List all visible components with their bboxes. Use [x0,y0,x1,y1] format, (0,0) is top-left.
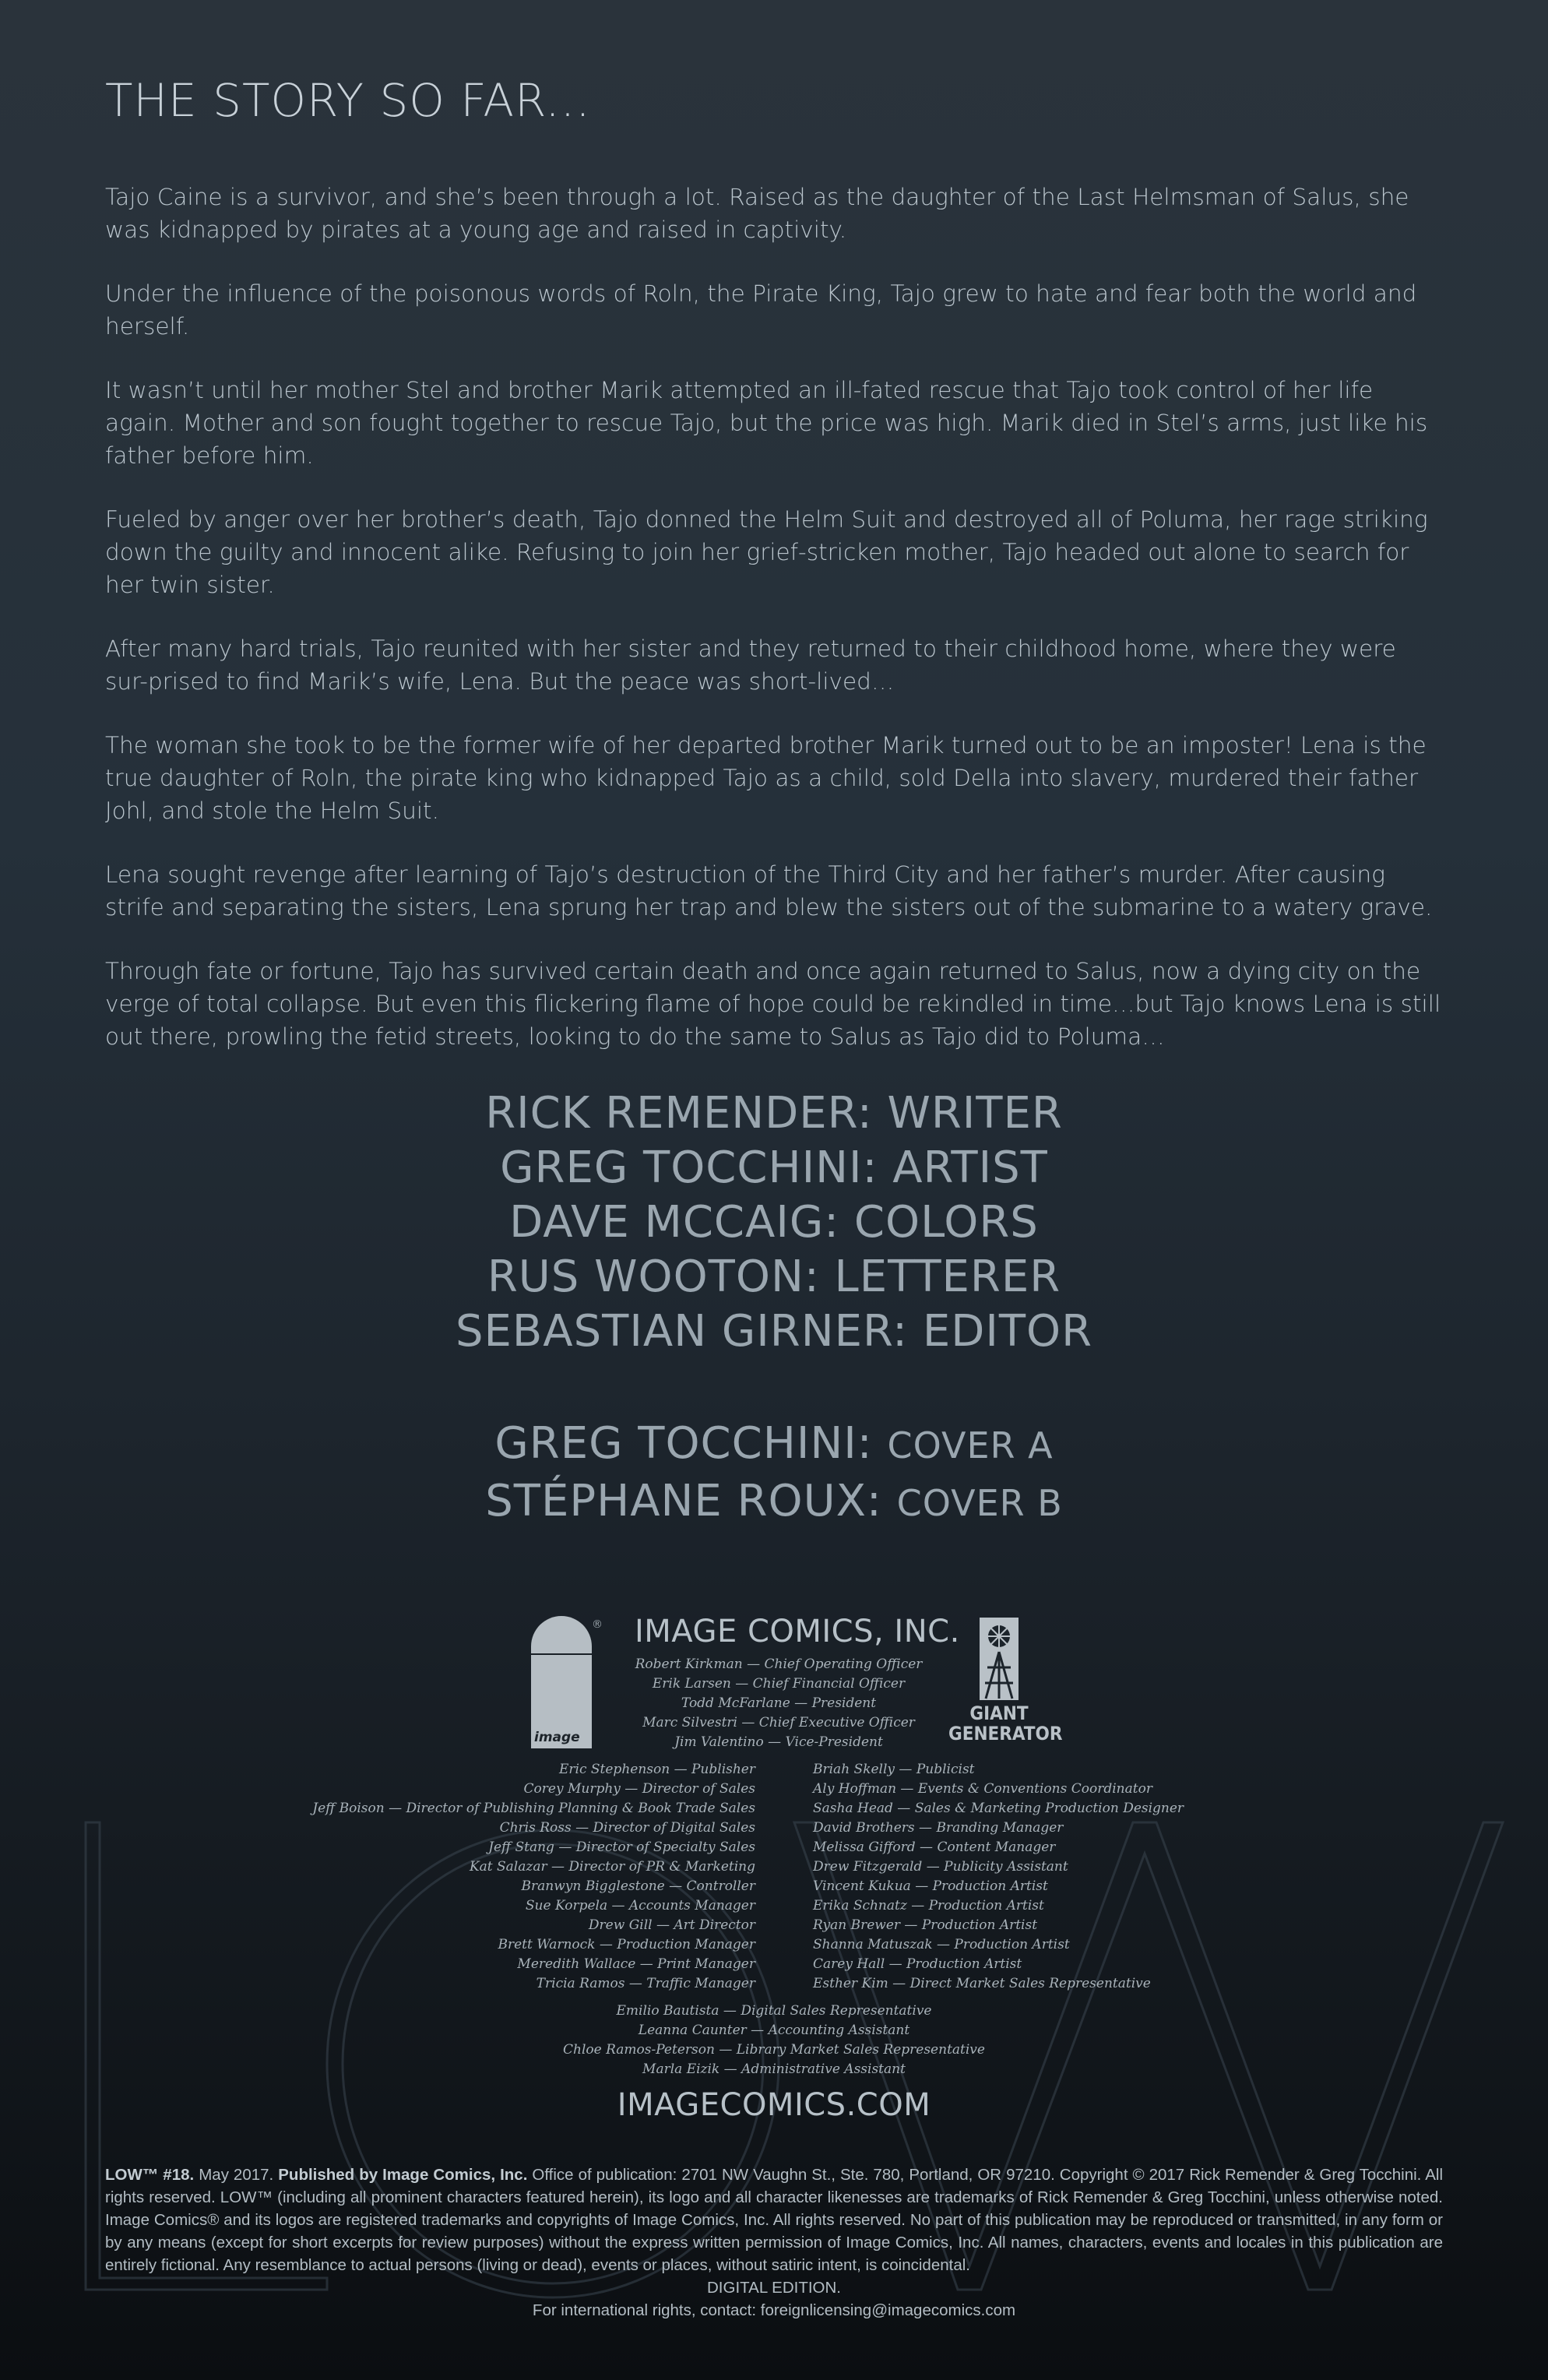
staff-list-left [234,1760,755,1994]
officer: Marc Silvestri — Chief Executive Officer [642,1715,915,1730]
story-paragraph: Tajo Caine is a survivor, and she’s been through a lot. Raised as the daughter of the Last Helmsman of Salus, she was kidnapped by pirates at a young age and raised in captivity. [105,184,1409,243]
image-comics-logo [531,1616,592,1748]
story-paragraph: After many hard trials, Tajo reunited with her sister and they returned to their childhood home, where they were sur-prised to find Marik’s wife, Lena. But the peace was short-lived… [105,635,1396,695]
staff-member: Meredith Wallace — Print Manager [517,1956,755,1972]
cover-artist: GREG TOCCHINI: [494,1418,873,1469]
story-title: THE STORY SO FAR... [105,74,591,127]
staff-member: Leanna Caunter — Accounting Assistant [638,2023,910,2038]
legal-body: Office of publication: 2701 NW Vaughn St., Ste. 780, Portland, OR 97210. Copyright © 2017 Rick Remender & Greg Tocchini. All rights reserved. LOW™ (including all prominent characters featured herein), its logo and all character likenesses are trademarks of Rick Remender & Greg Tocchini, unless otherwise noted. Image Comics® and its logos are registered trademarks and copyrights of Image Comics, Inc. All rights reserved. No part of this publication may be reproduced or transmitted, in any form or by any means (except for short excerpts for review purposes) without the express written permission of Image Comics, Inc. All names, characters, events and locales in this publication are entirely fictional. Any resemblance to actual persons (living or dead), events or places, without satiric intent, is coincidental. [105,2166,1444,2274]
edition-line: DIGITAL EDITION. [707,2279,841,2297]
staff-member: Drew Fitzgerald — Publicity Assistant [813,1859,1068,1875]
staff-member: Emilio Bautista — Digital Sales Representative [616,2003,932,2019]
credit-line: RICK REMENDER: WRITER [485,1088,1063,1139]
credit-line: SEBASTIAN GIRNER: EDITOR [455,1306,1093,1357]
gg-label: GENERATOR [948,1723,1063,1745]
staff-member: Esther Kim — Direct Market Sales Representative [813,1976,1151,1991]
registered-mark: ® [592,1618,603,1631]
story-paragraph: The woman she took to be the former wife of her departed brother Marik turned out to be an imposter! Lena is the true daughter of Roln, the pirate king who kidnapped Tajo as a child, sold Della into slavery, murdered their father Johl, and stole the Helm Suit. [105,732,1427,824]
cover-label: COVER A [887,1424,1054,1466]
legal-notice [105,2163,1443,2322]
staff-member: Shanna Matuszak — Production Artist [813,1937,1070,1952]
staff-member: Corey Murphy — Director of Sales [523,1781,755,1797]
staff-member: Melissa Gifford — Content Manager [813,1840,1056,1855]
cover-artist: STÉPHANE ROUX: [485,1476,882,1526]
officers-list [623,1655,934,1752]
staff-member: Erika Schnatz — Production Artist [813,1898,1044,1914]
credit-line: GREG TOCCHINI: ARTIST [500,1142,1048,1193]
story-paragraph: Fueled by anger over her brother’s death, Tajo donned the Helm Suit and destroyed all of Poluma, her rage striking down the guilty and innocent alike. Refusing to join her grief-stricken mother, Tajo headed out alone to search for her twin sister. [105,506,1428,598]
staff-member: Jeff Boison — Director of Publishing Planning & Book Trade Sales [312,1801,755,1816]
credit-line: DAVE MCCAIG: COLORS [509,1197,1039,1248]
staff-member: Aly Hoffman — Events & Conventions Coordinator [813,1781,1152,1797]
website-link[interactable]: IMAGECOMICS.COM [617,2087,931,2123]
staff-member: Marla Eizik — Administrative Assistant [642,2061,906,2077]
staff-member: Ryan Brewer — Production Artist [813,1917,1038,1933]
story-paragraph: Under the influence of the poisonous words of Roln, the Pirate King, Tajo grew to hate and fear both the world and herself. [105,280,1417,340]
rights-contact[interactable]: For international rights, contact: foreignlicensing@imagecomics.com [532,2301,1016,2319]
cover-credits [0,1416,1548,1531]
cover-credit [0,1473,1548,1531]
credit-line: RUS WOOTON: LETTERER [487,1252,1061,1302]
issue-date: May 2017. [199,2166,274,2184]
officer: Todd McFarlane — President [681,1695,877,1711]
story-paragraph: It wasn’t until her mother Stel and brother Marik attempted an ill-fated rescue that Tajo took control of her life again. Mother and son fought together to rescue Tajo, but the price was high. Marik died in Stel’s arms, just like his father before him. [105,377,1428,469]
officer: Erik Larsen — Chief Financial Officer [652,1676,906,1692]
officer: Robert Kirkman — Chief Operating Officer [635,1656,923,1672]
creator-credits [0,1086,1548,1359]
staff-member: Carey Hall — Production Artist [813,1956,1022,1972]
staff-member: Kat Salazar — Director of PR & Marketing [469,1859,755,1875]
staff-member: Chloe Ramos-Peterson — Library Market Sales Representative [563,2042,985,2058]
story-paragraph: Lena sought revenge after learning of Tajo’s destruction of the Third City and her father’s murder. After causing strife and separating the sisters, Lena sprung her trap and blew the sisters out of the submarine to a watery grave. [105,861,1433,921]
staff-member: Drew Gill — Art Director [588,1917,755,1933]
staff-member: Sasha Head — Sales & Marketing Production Designer [813,1801,1184,1816]
staff-member: Vincent Kukua — Production Artist [813,1878,1048,1894]
staff-member: Briah Skelly — Publicist [813,1762,975,1777]
staff-member: Tricia Ramos — Traffic Manager [536,1976,755,1991]
staff-member: David Brothers — Branding Manager [813,1820,1064,1836]
gg-label: GIANT [969,1702,1029,1724]
cover-credit [0,1416,1548,1473]
staff-member: Chris Ross — Director of Digital Sales [499,1820,755,1836]
officer: Jim Valentino — Vice-President [674,1734,883,1750]
staff-list-extra [0,2002,1548,2079]
cover-label: COVER B [896,1482,1063,1524]
tower-icon [948,1616,1050,1702]
staff-member: Jeff Stang — Director of Specialty Sales [488,1840,755,1855]
staff-member: Branwyn Bigglestone — Controller [521,1878,755,1894]
staff-list-right [813,1760,1358,1994]
company-name: IMAGE COMICS, INC. [635,1614,960,1649]
story-paragraph: Through fate or fortune, Tajo has survived certain death and once again returned to Salus, now a dying city on the verge of total collapse. But even this flickering flame of hope could be rekindled in time…but Tajo knows Lena is still out there, prowling the fetid streets, looking to do the same to Salus as Tajo did to Poluma… [105,958,1441,1050]
staff-member: Sue Korpela — Accounts Manager [525,1898,755,1914]
staff-member: Brett Warnock — Production Manager [498,1937,755,1952]
giant-generator-logo [948,1616,1063,1748]
image-logo-label: image [534,1730,580,1745]
story-text [105,181,1444,1084]
publisher-line: Published by Image Comics, Inc. [278,2166,528,2184]
issue-number: LOW™ #18. [105,2166,195,2184]
staff-member: Eric Stephenson — Publisher [559,1762,755,1777]
